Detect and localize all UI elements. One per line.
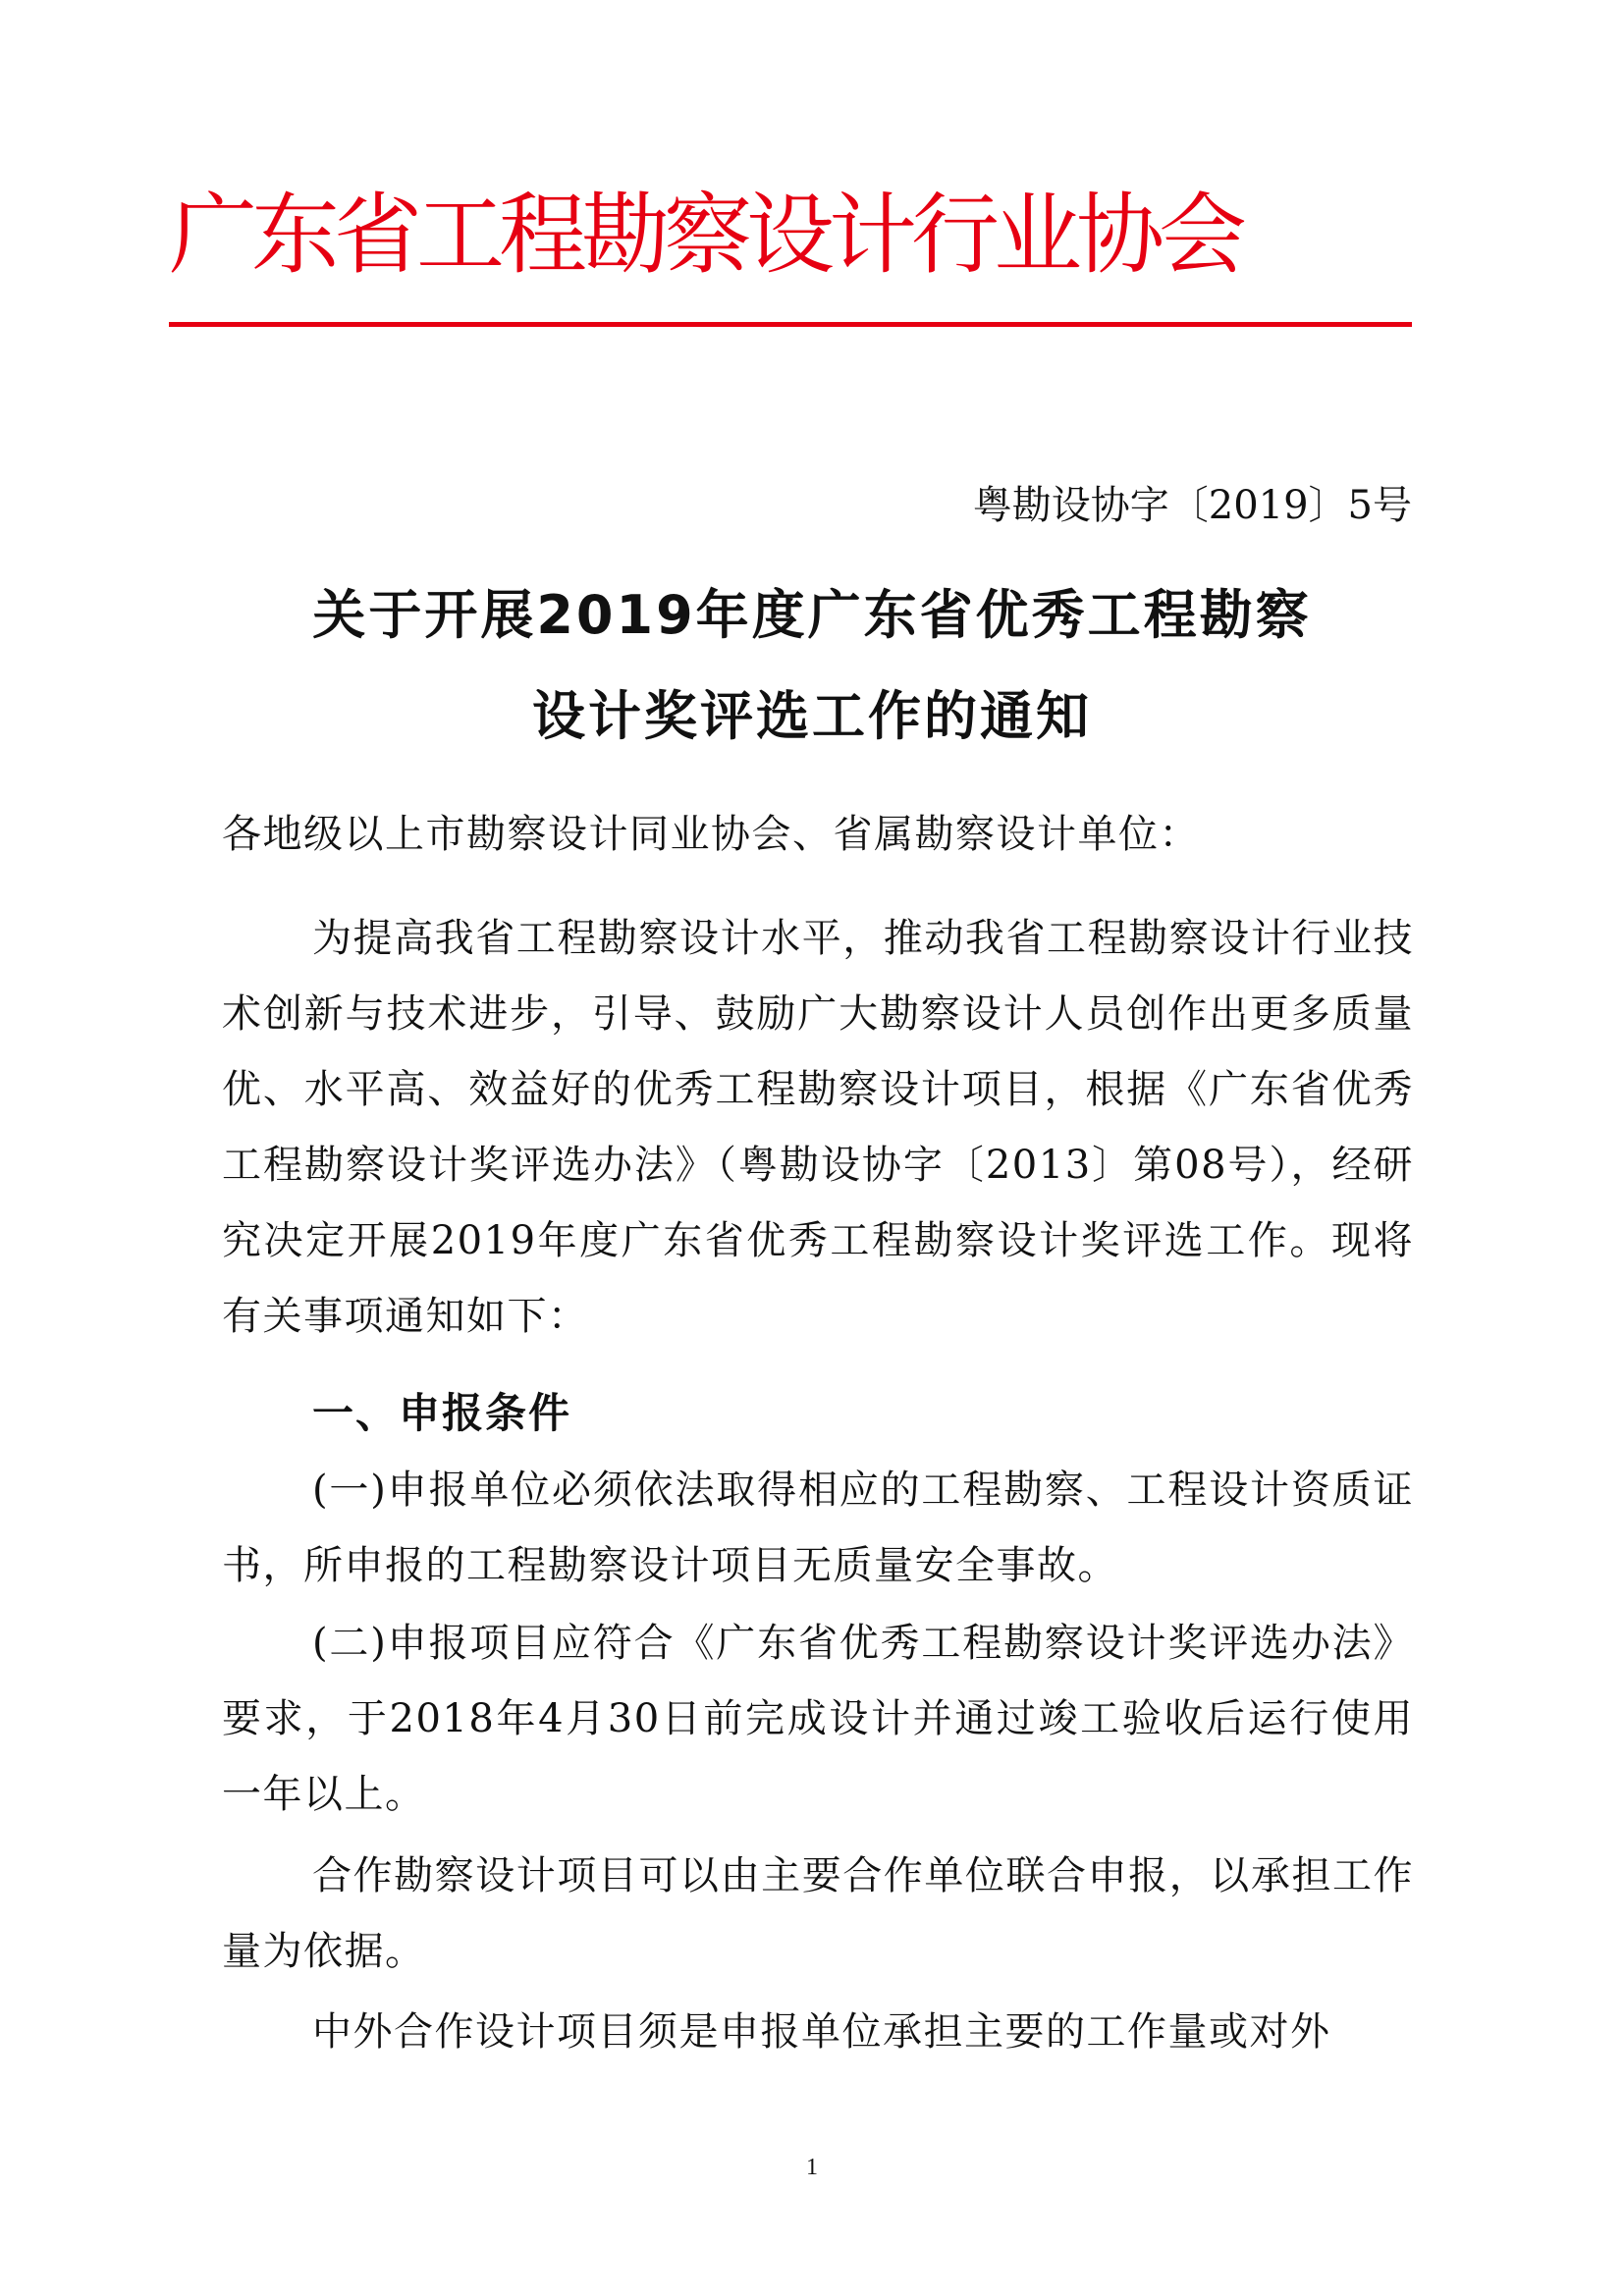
document-number: 粤勘设协字〔2019〕5号 (972, 483, 1412, 528)
organization-header: 广东省工程勘察设计行业协会 (169, 184, 1241, 287)
salutation: 各地级以上市勘察设计同业协会、省属勘察设计单位： (222, 812, 1200, 857)
intro-paragraph: 为提高我省工程勘察设计水平，推动我省工程勘察设计行业技术创新与技术进步，引导、鼓励广大勘察设计人员创作出更多质量优、水平高、效益好的优秀工程勘察设计项目，根据《广东省优秀工程勘察设计奖评选办法》（粤勘设协字〔2013〕第08号），经研究决定开展2019年度广东省优秀工程勘察设计奖评选工作。现将有关事项通知如下： (222, 916, 1414, 1339)
requirement-item-2: (二)申报项目应符合《广东省优秀工程勘察设计奖评选办法》要求，于2018年4月30日前完成设计并通过竣工验收后运行使用一年以上。 (222, 1621, 1414, 1817)
header-divider (169, 322, 1412, 327)
section-heading-requirements: 一、申报条件 (312, 1389, 572, 1437)
foreign-cooperation-paragraph: 中外合作设计项目须是申报单位承担主要的工作量或对外 (312, 2009, 1331, 2055)
cooperation-paragraph: 合作勘察设计项目可以由主要合作单位联合申报，以承担工作量为依据。 (222, 1853, 1414, 1974)
page-number: 1 (806, 2155, 818, 2180)
document-title-line-2: 设计奖评选工作的通知 (532, 685, 1092, 747)
requirement-item-1: (一)申报单位必须依法取得相应的工程勘察、工程设计资质证书，所申报的工程勘察设计项目无质量安全事故。 (222, 1468, 1414, 1588)
document-title-line-1: 关于开展2019年度广东省优秀工程勘察 (312, 584, 1312, 646)
